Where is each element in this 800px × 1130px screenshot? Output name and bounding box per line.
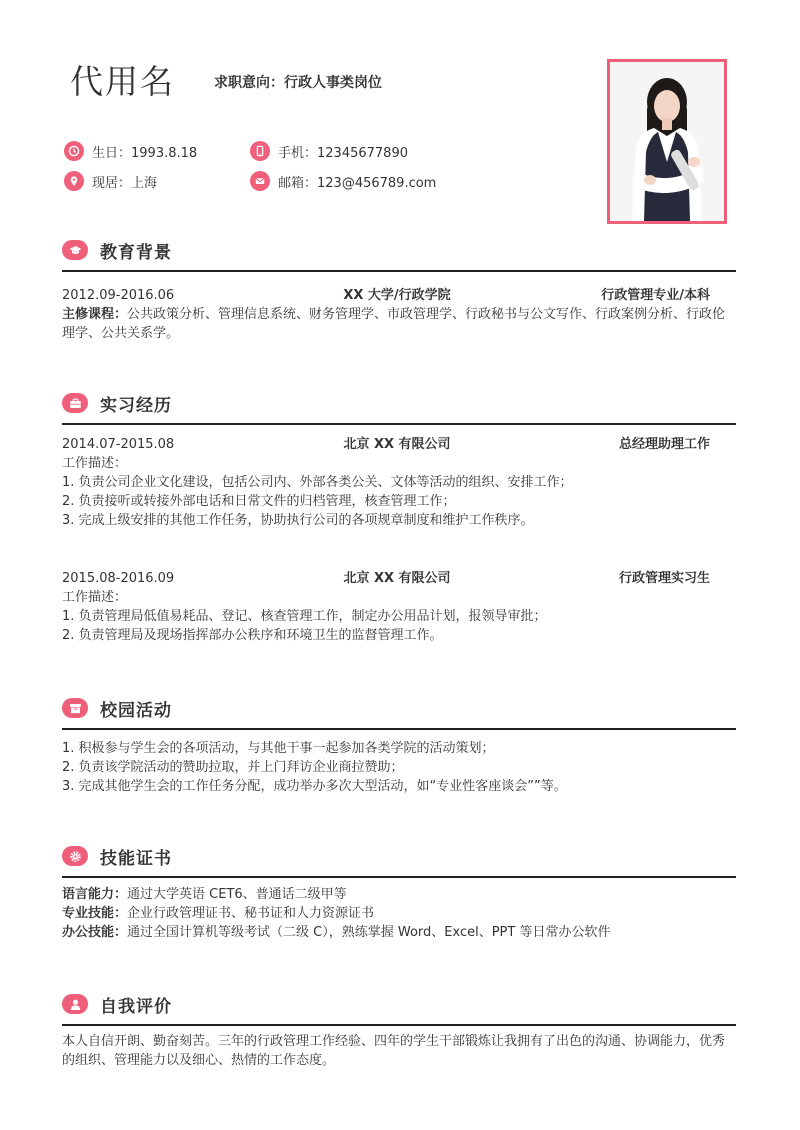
internship-header [62,389,736,417]
mail-icon [250,171,270,191]
job-row [62,435,736,454]
self-text: 本人自信开朗、勤奋刻苦。三年的行政管理工作经验、四年的学生干部锻炼让我拥有了出色的沟通、协调能力，优秀的组织、管理能力以及细心、热情的工作态度。 [62,1034,726,1068]
job-company: 北京 XX 有限公司 [343,571,451,586]
internship-title: 实习经历 [100,395,172,416]
list-item: 2. 负责接听或转接外部电话和日常文件的归档管理，核查管理工作； [62,494,456,509]
campus-title: 校园活动 [100,700,172,721]
campus-header [62,694,736,722]
list-item: 2. 负责该学院活动的赞助拉取，并上门拜访企业商拉赞助； [62,760,404,775]
job-company: 北京 XX 有限公司 [343,437,451,452]
skill-line [62,885,736,904]
user-icon [62,994,88,1014]
birthday-info [64,141,197,161]
list-item: 3. 完成上级安排的其他工作任务，协助执行公司的各项规章制度和维护工作秩序。 [62,513,534,528]
clock-icon [64,141,84,161]
skill-label: 专业技能： [62,906,128,921]
education-period: 2012.09-2016.06 [62,288,175,303]
courses-label: 主修课程： [62,307,128,322]
job-row [62,569,736,588]
location-info [64,171,157,191]
archive-box-icon [62,698,88,718]
email-info [250,171,436,191]
education-header [62,236,736,264]
skills-section [62,842,736,942]
education-section [62,236,736,343]
gear-icon [62,846,88,866]
skills-title: 技能证书 [100,848,172,869]
phone-text: 手机：12345677890 [278,145,408,161]
email-text: 邮箱：123@456789.com [278,175,437,191]
internship-section [62,389,736,645]
education-title: 教育背景 [100,242,172,263]
list-item: 1. 负责公司企业文化建设，包括公司内、外部各类公关、文体等活动的组织、安排工作； [62,475,573,490]
job-role: 行政管理实习生 [618,571,710,586]
phone-info [250,141,408,161]
skill-line [62,923,736,942]
skill-line [62,904,736,923]
job-intent: 求职意向：行政人事类岗位 [214,75,382,91]
graduation-cap-icon [62,240,88,260]
location-text: 现居：上海 [92,175,158,191]
skills-header [62,842,736,870]
self-title: 自我评价 [100,996,172,1017]
resume-name: 代用名 [70,62,175,101]
skill-label: 语言能力： [62,887,128,902]
skill-text: 通过全国计算机等级考试（二级 C），熟练掌握 Word、Excel、PPT 等日常办公软件 [127,925,611,940]
briefcase-icon [62,393,88,413]
list-item: 1. 负责管理局低值易耗品、登记、核查管理工作，制定办公用品计划，报领导审批； [62,609,547,624]
self-header [62,990,736,1018]
job-period: 2014.07-2015.08 [62,437,175,452]
location-pin-icon [64,171,84,191]
self-section [62,990,736,1070]
skill-text: 通过大学英语 CET6、普通话二级甲等 [127,887,347,902]
skill-label: 办公技能： [62,925,128,940]
education-courses [62,305,736,343]
list-item: 2. 负责管理局及现场指挥部办公秩序和环境卫生的监督管理工作。 [62,628,443,643]
job-role: 总经理助理工作 [618,437,710,452]
education-row [62,286,736,305]
list-item: 3. 完成其他学生会的工作任务分配，成功举办多次大型活动，如“专业性客座谈会””等。 [62,779,567,794]
section-divider [62,1024,736,1026]
section-divider [62,270,736,272]
profile-photo [607,59,727,224]
phone-icon [250,141,270,161]
section-divider [62,728,736,730]
list-item: 1. 积极参与学生会的各项活动，与其他干事一起参加各类学院的活动策划； [62,741,495,756]
job-desc-label: 工作描述： [62,590,128,605]
skill-text: 企业行政管理证书、秘书证和人力资源证书 [127,906,375,921]
birthday-text: 生日：1993.8.18 [92,145,198,161]
job-desc-label: 工作描述： [62,456,128,471]
job-period: 2015.08-2016.09 [62,571,175,586]
section-divider [62,876,736,878]
courses-text: 公共政策分析、管理信息系统、财务管理学、市政管理学、行政秘书与公文写作、行政案例分析、行政伦理学、公共关系学。 [62,307,726,341]
section-divider [62,423,736,425]
education-school: XX 大学/行政学院 [343,288,451,303]
campus-section [62,694,736,796]
education-major: 行政管理专业/本科 [601,288,710,303]
